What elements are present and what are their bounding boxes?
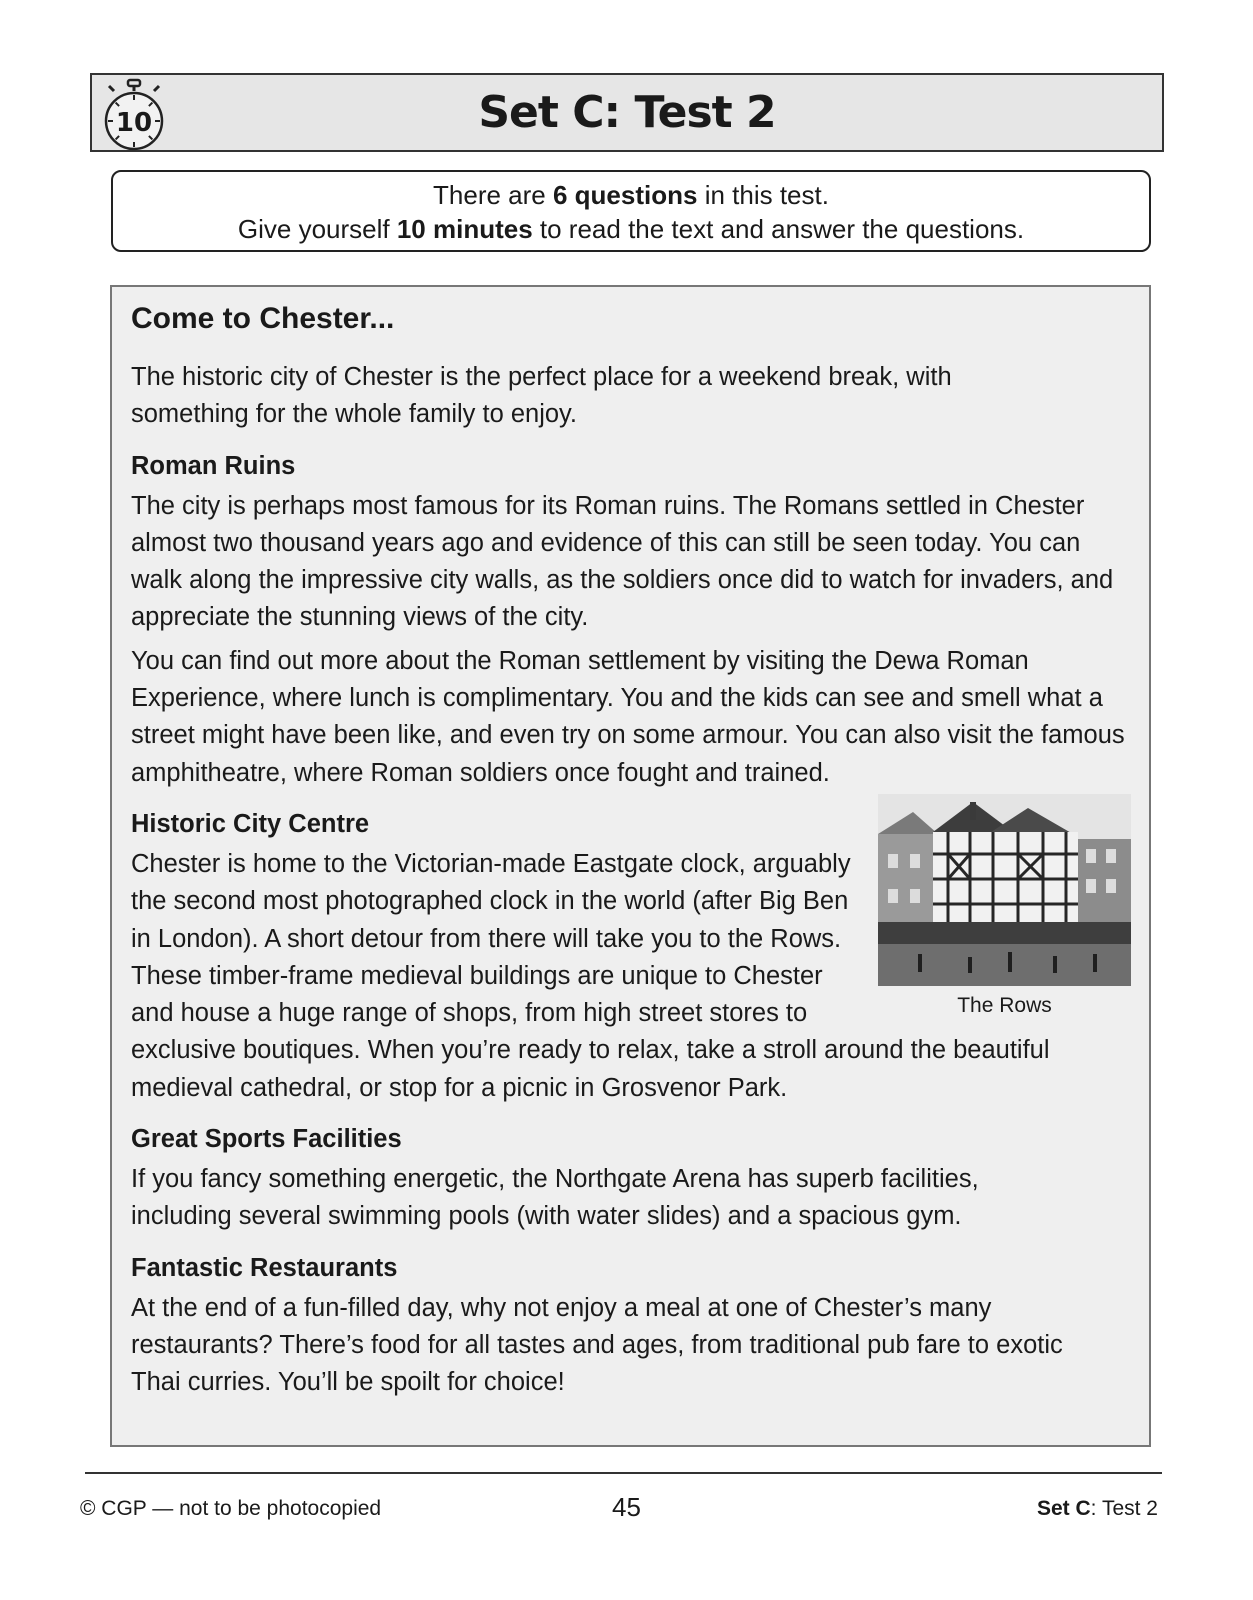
section-paragraph: If you fancy something energetic, the Northgate Arena has superb facilities, including several swimming pools (with water slides) and a spacious gym. xyxy=(131,1165,979,1231)
section-heading-sports: Great Sports Facilities xyxy=(131,1125,402,1154)
title-bar xyxy=(90,73,1164,152)
section-paragraph: You can find out more about the Roman settlement by visiting the Dewa Roman Experience, where lunch is complimentary. You and the kids can see and smell what a street might have been like, and even try on some armour. You can also visit the famous amphitheatre, where Roman soldiers once fought and trained. xyxy=(131,646,1125,787)
section-paragraph: The city is perhaps most famous for its Roman ruins. The Romans settled in Chester almost two thousand years ago and evidence of this can still be seen today. You can walk along the impressive city walls, as the soldiers once did to watch for invaders, and appreciate the stunning views of the city. xyxy=(131,491,1114,632)
passage-title: Come to Chester... xyxy=(131,302,395,335)
question-count: 6 questions xyxy=(552,180,698,210)
section-heading-historic-city-centre: Historic City Centre xyxy=(131,809,370,838)
photo-caption: The Rows xyxy=(957,993,1052,1017)
timer-minutes: 10 xyxy=(115,108,153,138)
instructions-text: There are xyxy=(433,180,553,210)
footer-test: : Test 2 xyxy=(1090,1497,1158,1520)
passage-intro: The historic city of Chester is the perfect place for a weekend break, with something for the whole family to enjoy. xyxy=(131,363,952,429)
section-paragraph: Chester is home to the Victorian-made Eastgate clock, arguably the second most photographed clock in the world (after Big Ben in London). A short detour from there will take you to the Rows. These timber-frame medieval buildings are unique to Chester and house a huge range of shops, from high street stores to exclusive boutiques. When you’re ready to relax, take a stroll around the beautiful medieval cathedral, or stop for a picnic in Grosvenor Park. xyxy=(131,849,1050,1102)
instructions-text: in this test. xyxy=(697,180,829,210)
section-paragraph: At the end of a fun-filled day, why not enjoy a meal at one of Chester’s many restaurants? There’s food for all tastes and ages, from traditional pub fare to exotic Thai curries. You’ll be spoilt for choice! xyxy=(131,1293,1063,1397)
copyright-notice: © CGP — not to be photocopied xyxy=(80,1497,382,1520)
footer-set: Set C xyxy=(1036,1497,1091,1520)
footer-divider xyxy=(85,1472,1162,1474)
instructions-text: to read the text and answer the questions. xyxy=(532,214,1025,244)
reading-passage xyxy=(110,285,1151,1447)
instructions-line-2 xyxy=(113,212,1149,246)
instructions-box xyxy=(111,170,1151,252)
photo-figure xyxy=(878,794,1131,1020)
rows-photo xyxy=(878,794,1131,986)
time-limit: 10 minutes xyxy=(396,214,533,244)
section-heading-roman-ruins: Roman Ruins xyxy=(131,451,296,480)
instructions-text: Give yourself xyxy=(237,214,397,244)
footer-test-label xyxy=(1037,1495,1158,1523)
section-heading-restaurants: Fantastic Restaurants xyxy=(131,1253,398,1282)
page-number: 45 xyxy=(612,1492,641,1522)
instructions-line-1 xyxy=(113,178,1149,212)
page-title: Set C: Test 2 xyxy=(478,87,776,138)
